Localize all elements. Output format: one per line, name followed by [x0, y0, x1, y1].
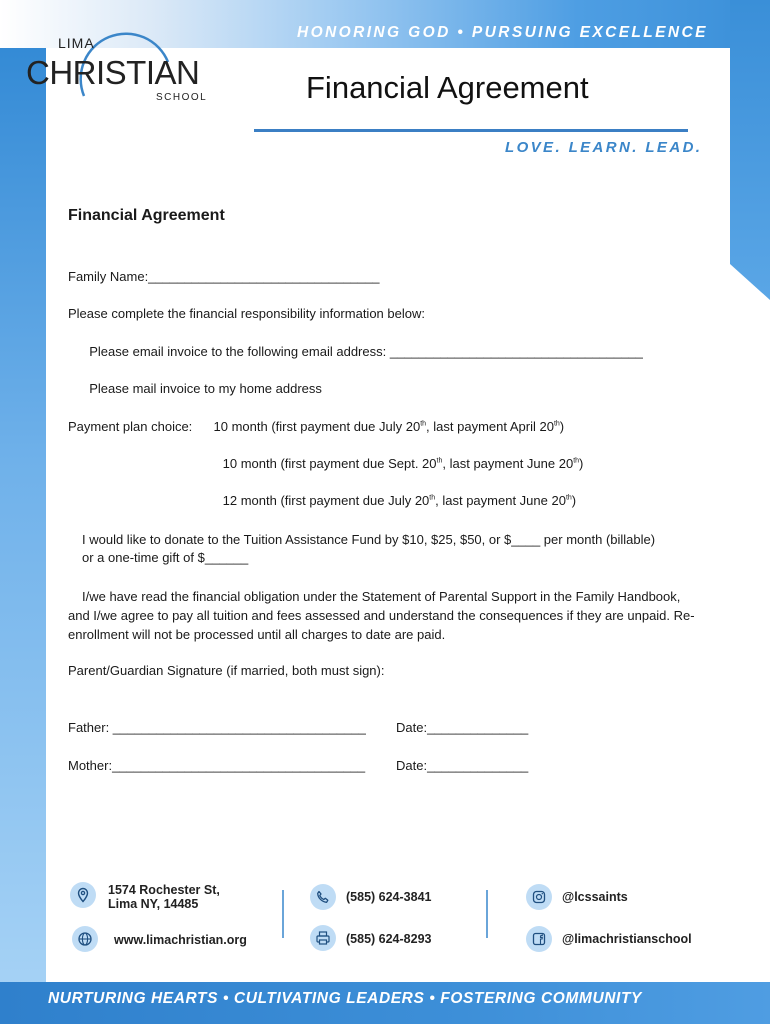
plan-3-mid: , last payment June 20 [435, 493, 566, 508]
plan-3-text: 12 month (first payment due July 20 [222, 493, 430, 508]
instruction-text: Please complete the financial responsibility information below: [68, 306, 425, 321]
plan-2-text: 10 month (first payment due Sept. 20 [222, 456, 437, 471]
facebook-icon [526, 926, 552, 952]
address-line-1: 1574 Rochester St, [108, 883, 220, 897]
donation-text-line-1: I would like to donate to the Tuition Assistance Fund by $10, $25, $50, or $____ per month (billable) [82, 532, 656, 547]
instagram-icon [526, 884, 552, 910]
fax-number: (585) 624-8293 [346, 932, 432, 946]
location-pin-icon [70, 882, 96, 908]
mother-signature-field[interactable]: Mother:___________________________________ [68, 758, 366, 773]
logo-lima: LIMA [58, 35, 95, 51]
email-invoice-option[interactable] [68, 342, 643, 361]
payment-plan-option-1[interactable] [68, 417, 564, 436]
mail-option-label: Please mail invoice to my home address [89, 381, 322, 396]
plan-1-sup-2: th [553, 420, 560, 428]
instagram-handle[interactable]: @lcssaints [562, 890, 628, 904]
left-border-band [0, 0, 46, 1024]
payment-plan-option-2[interactable] [205, 454, 583, 473]
plan-2-sup-2: th [573, 457, 580, 465]
facebook-handle[interactable]: @limachristianschool [562, 932, 692, 946]
plan-1-text: 10 month (first payment due July 20 [213, 419, 421, 434]
header-rule [254, 129, 688, 132]
mail-invoice-option[interactable] [68, 379, 322, 398]
globe-icon [72, 926, 98, 952]
father-signature-field[interactable]: Father: ___________________________________ [68, 720, 366, 735]
mother-date-field[interactable]: Date:______________ [396, 758, 529, 773]
plan-3-end: ) [571, 493, 577, 508]
plan-2-end: ) [579, 456, 584, 471]
section-title: Financial Agreement [68, 207, 225, 224]
fax-icon [310, 925, 336, 951]
payment-plan-option-3[interactable] [205, 491, 576, 510]
right-border-band [730, 0, 770, 300]
plan-3-sup: th [429, 494, 436, 502]
logo-school: SCHOOL [156, 92, 208, 103]
email-option-label: Please email invoice to the following email address: ___________________________________ [89, 344, 643, 359]
footer-contacts [62, 880, 712, 960]
agreement-option[interactable] [68, 587, 698, 644]
top-tagline: HONORING GOD • PURSUING EXCELLENCE [297, 24, 708, 41]
website-link[interactable]: www.limachristian.org [114, 933, 247, 947]
donation-text-line-2: or a one-time gift of $______ [82, 550, 249, 565]
agreement-text: I/we have read the financial obligation under the Statement of Parental Support in the Family Handbook, and I/we agree to pay all tuition and fees assessed and understand the consequences if they are unpaid. Re-enrollment will not be processed until all charges to date are paid. [68, 589, 695, 642]
footer-divider-2 [486, 890, 488, 938]
donation-option[interactable] [68, 530, 655, 549]
school-logo [24, 32, 219, 104]
family-name-field[interactable]: Family Name:________________________________ [68, 269, 380, 284]
footer-divider [282, 890, 284, 938]
father-date-field[interactable]: Date:______________ [396, 720, 529, 735]
logo-christian: CHRISTIAN [26, 54, 200, 91]
payment-plan-label: Payment plan choice: [68, 419, 196, 434]
page-title: Financial Agreement [306, 70, 589, 105]
plan-2-sup: th [436, 457, 443, 465]
plan-1-sup: th [420, 420, 427, 428]
plan-1-end: ) [559, 419, 565, 434]
plan-2-mid: , last payment June 20 [442, 456, 574, 471]
phone-number[interactable]: (585) 624-3841 [346, 890, 432, 904]
plan-1-mid: , last payment April 20 [426, 419, 554, 434]
address-line-2: Lima NY, 14485 [108, 897, 199, 911]
signature-label: Parent/Guardian Signature (if married, both must sign): [68, 663, 385, 678]
document-page [46, 48, 730, 982]
motto: LOVE. LEARN. LEAD. [505, 139, 703, 156]
plan-3-sup-2: th [565, 494, 572, 502]
bottom-tagline: NURTURING HEARTS • CULTIVATING LEADERS • FOSTERING COMMUNITY [48, 990, 642, 1007]
phone-icon [310, 884, 336, 910]
